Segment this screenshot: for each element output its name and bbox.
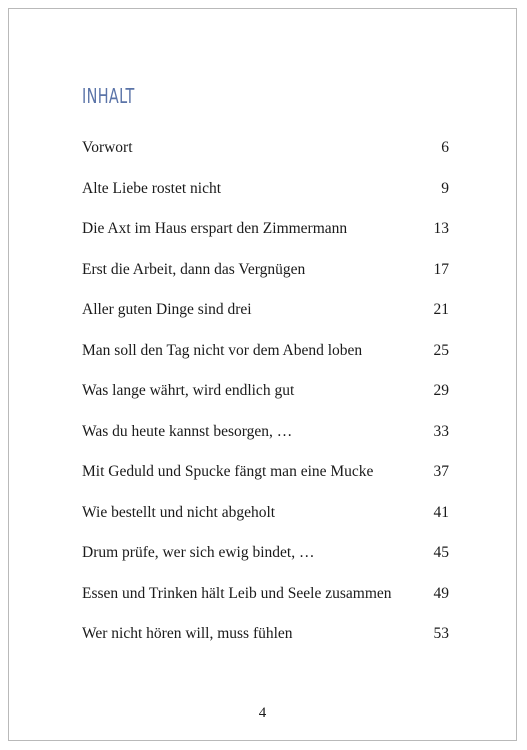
toc-entry [82,585,449,626]
toc-entry [82,261,449,302]
toc-entry [82,504,449,545]
toc-entry-title: Wie bestellt und nicht abgeholt [82,503,276,521]
toc-entry-page: 25 [433,341,449,359]
toc-entry-title: Alte Liebe rostet nicht [82,179,222,197]
toc-entry-page: 41 [433,503,449,521]
toc-entry-page: 53 [433,625,449,642]
toc-entry [82,382,449,423]
toc-entry [82,463,449,504]
toc-entry-title: Aller guten Dinge sind drei [82,301,252,318]
toc-entry [82,139,449,180]
toc-entry-title: Man soll den Tag nicht vor dem Abend loben [82,341,363,359]
toc-entry-title: Essen und Trinken hält Leib und Seele zusammen [82,584,392,602]
document-page [8,8,517,741]
toc-entry [82,544,449,585]
table-of-contents [82,139,449,666]
toc-entry [82,180,449,221]
toc-entry-page: 9 [441,179,449,197]
toc-entry-page: 33 [433,422,449,440]
toc-entry-title: Mit Geduld und Spucke fängt man eine Mucke [82,463,374,480]
toc-entry-title: Erst die Arbeit, dann das Vergnügen [82,260,306,278]
toc-entry-page: 17 [433,260,449,278]
toc-entry [82,625,449,666]
toc-entry-title: Was lange währt, wird endlich gut [82,382,295,399]
toc-entry-page: 29 [433,382,449,399]
toc-entry-page: 45 [433,544,449,561]
toc-entry [82,220,449,261]
toc-entry-title: Was du heute kannst besorgen, … [82,422,293,440]
toc-entry-title: Vorwort [82,139,133,156]
toc-entry-page: 6 [441,139,449,156]
toc-entry-title: Drum prüfe, wer sich ewig bindet, … [82,544,315,561]
toc-entry-page: 13 [433,220,449,237]
toc-entry-title: Die Axt im Haus erspart den Zimmermann [82,220,348,237]
toc-entry-title: Wer nicht hören will, muss fühlen [82,625,293,642]
toc-entry [82,423,449,464]
toc-entry [82,301,449,342]
toc-entry-page: 21 [433,301,449,318]
page-number: 4 [258,705,267,721]
toc-entry [82,342,449,383]
contents-heading: INHALT [82,84,135,109]
toc-entry-page: 37 [433,463,449,480]
toc-entry-page: 49 [433,584,449,602]
